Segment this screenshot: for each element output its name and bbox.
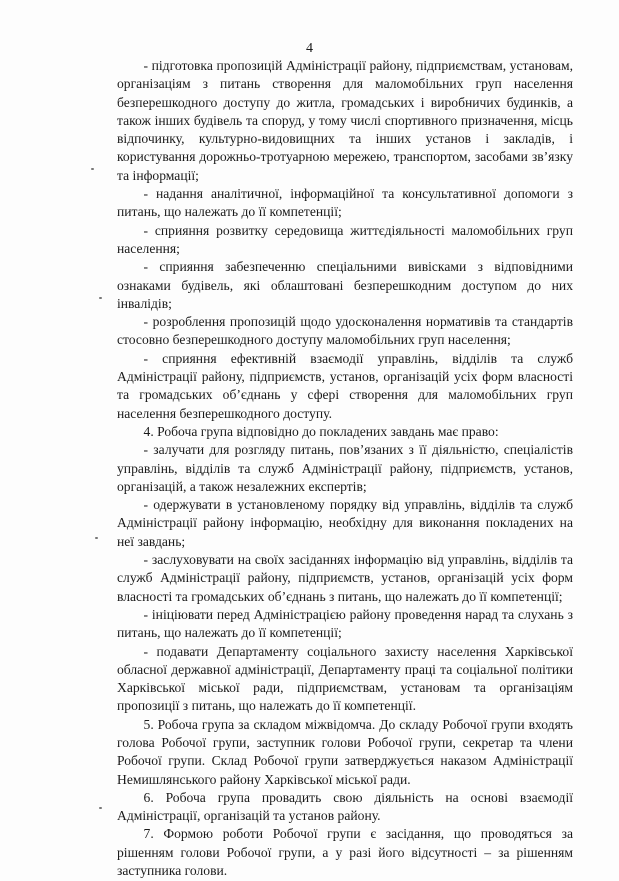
- section-6-paragraph: 6. Робоча група провадить свою діяльність на основі взаємодії Адміністрації, організацій та установ району.: [117, 789, 573, 824]
- section-7-paragraph: 7. Формою роботи Робочої групи є засідання, що проводяться за рішенням голови Робочої групи, а у разі його відсутності – за рішенням заступника голови.: [117, 826, 573, 879]
- list-item-cooperation: - сприяння ефективній взаємодії управлінь, відділів та служб Адміністрації району, підприємств, установ, організацій усіх форм власності та громадських об’єднань у сфері створення для маломобільних груп населення безперешкодного доступу.: [117, 350, 573, 421]
- list-item-consulting: - надання аналітичної, інформаційної та консультативної допомоги з питань, що належать до її компетенції;: [117, 186, 573, 220]
- list-item-proposals: - підготовка пропозицій Адміністрації району, підприємствам, установам, організаціям з питань створення для маломобільних груп населення безперешкодного доступу до житла, громадських і виробничих будинків, а також інших будівель та споруд, у тому числі спортивного призначення, місць відпочинку, культурно-видовищних та інших установ і закладів, і користування дорожньо-тротуарною мережею, транспортом, засобами зв’язку та інформації;: [117, 58, 573, 183]
- list-item-standards: - розроблення пропозицій щодо удосконалення нормативів та стандартів стосовно безперешкодного доступу маломобільних груп населення;: [117, 314, 573, 348]
- section-4-heading: 4. Робоча група відповідно до покладених завдань має право:: [143, 423, 499, 439]
- list-item-environment: - сприяння розвитку середовища життєдіяльності маломобільних груп населення;: [117, 222, 573, 256]
- scan-artifact-dot: [91, 168, 94, 170]
- list-item-submit: - подавати Департаменту соціального захисту населення Харківської обласної державної адміністрації, Департаменту праці та соціальної політики Харківської міської ради, підприємствам, установам та організаціям пропозиції з питань, що належать до її компетенції.: [117, 643, 573, 714]
- scan-artifact-dot: [99, 297, 102, 299]
- list-item-experts: - залучати для розгляду питань, пов’язаних з її діяльністю, спеціалістів управлінь, відділів та служб Адміністрації району, підприємств, установ, організацій, а також незалежних експертів;: [117, 442, 573, 494]
- list-item-information: - одержувати в установленому порядку від управлінь, відділів та служб Адміністрації району інформацію, необхідну для виконання покладених на неї завдань;: [117, 497, 573, 549]
- scan-artifact-dot: [99, 807, 102, 809]
- section-5-paragraph: 5. Робоча група за складом міжвідомча. До складу Робочої групи входять голова Робочої групи, заступник голови Робочої групи, секретар та члени Робочої групи. Склад Робочої групи затверджується наказом Адміністрації Немишлянського району Харківської міської ради.: [117, 716, 573, 787]
- page-number: 4: [306, 41, 313, 56]
- list-item-initiate: - ініціювати перед Адміністрацією району проведення нарад та слухань з питань, що належать до її компетенції;: [117, 606, 573, 641]
- list-item-signage: - сприяння забезпеченню спеціальними вивісками з відповідними ознаками будівель, які облаштовані безперешкодним доступом до них інвалідів;: [117, 259, 573, 311]
- list-item-hearings: - заслуховувати на своїх засіданнях інформацію від управлінь, відділів та служб Адміністрації району, підприємств, установ, організацій усіх форм власності та громадських об’єднань з питань, що належать до її компетенції;: [117, 552, 573, 604]
- document-body: [117, 57, 573, 880]
- scan-artifact-dot: [95, 537, 98, 539]
